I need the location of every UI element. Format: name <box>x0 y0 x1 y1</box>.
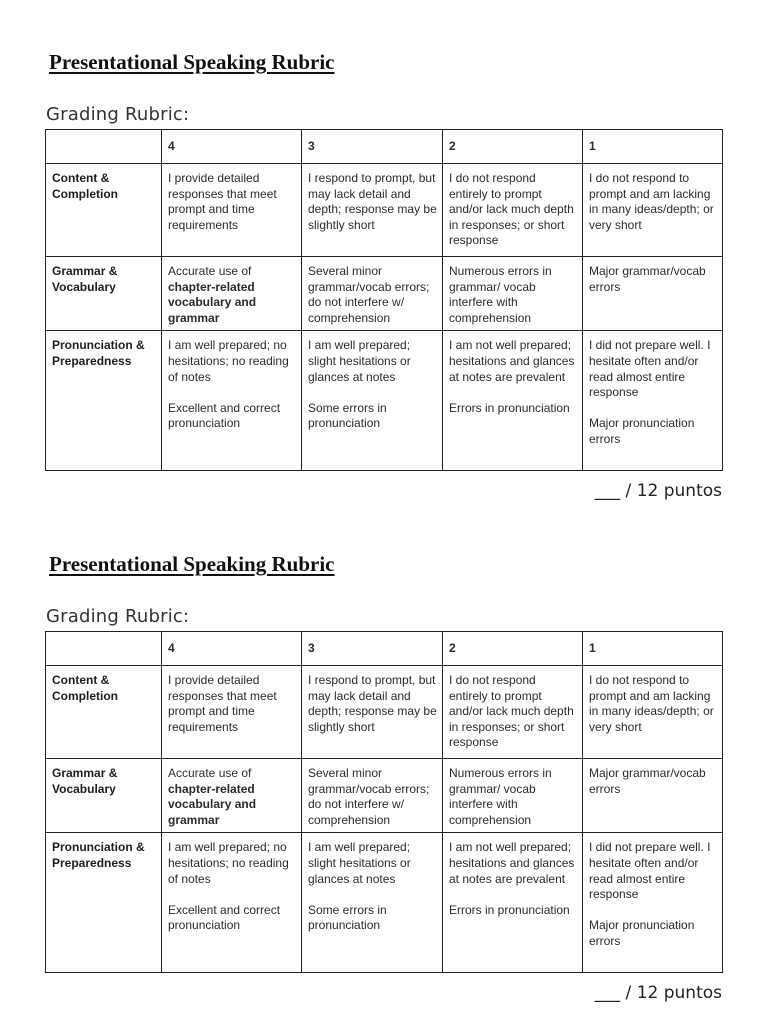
score-line: ___ / 12 puntos <box>594 983 722 1003</box>
descriptor-cell-1 <box>583 331 723 471</box>
descriptor-text: Excellent and correct pronunciation <box>168 400 281 431</box>
score-line: ___ / 12 puntos <box>594 481 722 501</box>
descriptor-cell-4 <box>162 257 302 331</box>
descriptor-text: I am not well prepared; hesitations and glances at notes are prevalent <box>449 840 575 886</box>
descriptor-cell-2 <box>443 257 583 331</box>
header-cell-score-4: 4 <box>162 632 302 666</box>
descriptor-text: I do not respond to prompt and am lacking in many ideas/depth; or very short <box>589 171 714 232</box>
descriptor-cell-3 <box>302 759 443 833</box>
document-title: Presentational Speaking Rubric <box>49 552 335 576</box>
descriptor-text: Major grammar/vocab errors <box>589 766 706 796</box>
criterion-cell: Content & Completion <box>46 666 162 759</box>
descriptor-cell-1 <box>583 164 723 257</box>
descriptor-cell-2 <box>443 666 583 759</box>
descriptor-text: Errors in pronunciation <box>449 400 570 415</box>
descriptor-cell-1 <box>583 666 723 759</box>
header-cell-criterion <box>46 632 162 666</box>
header-cell-score-4: 4 <box>162 130 302 164</box>
descriptor-cell-4 <box>162 759 302 833</box>
grading-rubric-heading: Grading Rubric: <box>46 606 190 627</box>
rubric-table <box>45 129 723 471</box>
descriptor-text: Excellent and correct pronunciation <box>168 902 281 933</box>
descriptor-text: I do not respond entirely to prompt and/or lack much depth in responses; or short response <box>449 171 574 248</box>
descriptor-text: I am not well prepared; hesitations and glances at notes are prevalent <box>449 338 575 384</box>
descriptor-cell-4 <box>162 833 302 973</box>
criterion-cell: Pronunciation & Preparedness <box>46 833 162 973</box>
descriptor-text: I did not prepare well. I hesitate often and/or read almost entire response <box>589 840 711 902</box>
descriptor-text: I provide detailed responses that meet prompt and time requirements <box>168 673 277 734</box>
descriptor-cell-2 <box>443 331 583 471</box>
table-row-content-completion <box>46 164 723 257</box>
header-cell-score-2: 2 <box>443 130 583 164</box>
descriptor-cell-4 <box>162 164 302 257</box>
descriptor-text: I am well prepared; slight hesitations or glances at notes <box>308 840 411 886</box>
criterion-cell: Pronunciation & Preparedness <box>46 331 162 471</box>
descriptor-text: Some errors in pronunciation <box>308 400 387 431</box>
descriptor-text: Accurate use of <box>168 766 252 780</box>
descriptor-cell-4 <box>162 331 302 471</box>
header-cell-score-3: 3 <box>302 632 443 666</box>
descriptor-cell-1 <box>583 759 723 833</box>
descriptor-text: I am well prepared; no hesitations; no reading of notes <box>168 840 289 886</box>
descriptor-text: Accurate use of <box>168 264 252 278</box>
criterion-cell: Grammar & Vocabulary <box>46 759 162 833</box>
descriptor-cell-1 <box>583 257 723 331</box>
descriptor-text: Errors in pronunciation <box>449 902 570 917</box>
criterion-cell: Content & Completion <box>46 164 162 257</box>
table-row-pronunciation-preparedness <box>46 833 723 973</box>
document-title: Presentational Speaking Rubric <box>49 50 335 74</box>
descriptor-text: I provide detailed responses that meet prompt and time requirements <box>168 171 277 232</box>
descriptor-text-emphasis: chapter-related vocabulary and grammar <box>168 781 257 827</box>
descriptor-text: Major grammar/vocab errors <box>589 264 706 294</box>
table-row-grammar-vocabulary <box>46 759 723 833</box>
descriptor-cell-1 <box>583 833 723 973</box>
header-cell-score-2: 2 <box>443 632 583 666</box>
table-header-row <box>46 130 723 164</box>
descriptor-cell-3 <box>302 164 443 257</box>
descriptor-text: I respond to prompt, but may lack detail and depth; response may be slightly short <box>308 171 437 232</box>
descriptor-cell-3 <box>302 833 443 973</box>
descriptor-text: I am well prepared; no hesitations; no reading of notes <box>168 338 289 384</box>
descriptor-text: Several minor grammar/vocab errors; do not interfere w/ comprehension <box>308 264 430 325</box>
descriptor-cell-2 <box>443 164 583 257</box>
table-row-grammar-vocabulary <box>46 257 723 331</box>
descriptor-text: I do not respond entirely to prompt and/or lack much depth in responses; or short response <box>449 673 574 750</box>
descriptor-cell-3 <box>302 257 443 331</box>
descriptor-text: Several minor grammar/vocab errors; do not interfere w/ comprehension <box>308 766 430 827</box>
header-cell-score-3: 3 <box>302 130 443 164</box>
header-cell-score-1: 1 <box>583 632 723 666</box>
descriptor-text: Some errors in pronunciation <box>308 902 387 933</box>
rubric-table <box>45 631 723 973</box>
table-header-row <box>46 632 723 666</box>
descriptor-cell-2 <box>443 833 583 973</box>
header-cell-criterion <box>46 130 162 164</box>
descriptor-text-emphasis: chapter-related vocabulary and grammar <box>168 279 257 325</box>
descriptor-text: I do not respond to prompt and am lacking in many ideas/depth; or very short <box>589 673 714 734</box>
descriptor-text: Numerous errors in grammar/ vocab interfere with comprehension <box>449 264 552 325</box>
descriptor-text: Numerous errors in grammar/ vocab interfere with comprehension <box>449 766 552 827</box>
grading-rubric-heading: Grading Rubric: <box>46 104 190 125</box>
table-row-content-completion <box>46 666 723 759</box>
descriptor-text: I respond to prompt, but may lack detail and depth; response may be slightly short <box>308 673 437 734</box>
descriptor-cell-3 <box>302 666 443 759</box>
table-row-pronunciation-preparedness <box>46 331 723 471</box>
descriptor-text: I did not prepare well. I hesitate often and/or read almost entire response <box>589 338 711 400</box>
criterion-cell: Grammar & Vocabulary <box>46 257 162 331</box>
header-cell-score-1: 1 <box>583 130 723 164</box>
descriptor-text: Major pronunciation errors <box>589 416 695 446</box>
descriptor-cell-3 <box>302 331 443 471</box>
descriptor-text: I am well prepared; slight hesitations or glances at notes <box>308 338 411 384</box>
descriptor-cell-4 <box>162 666 302 759</box>
descriptor-cell-2 <box>443 759 583 833</box>
descriptor-text: Major pronunciation errors <box>589 918 695 948</box>
